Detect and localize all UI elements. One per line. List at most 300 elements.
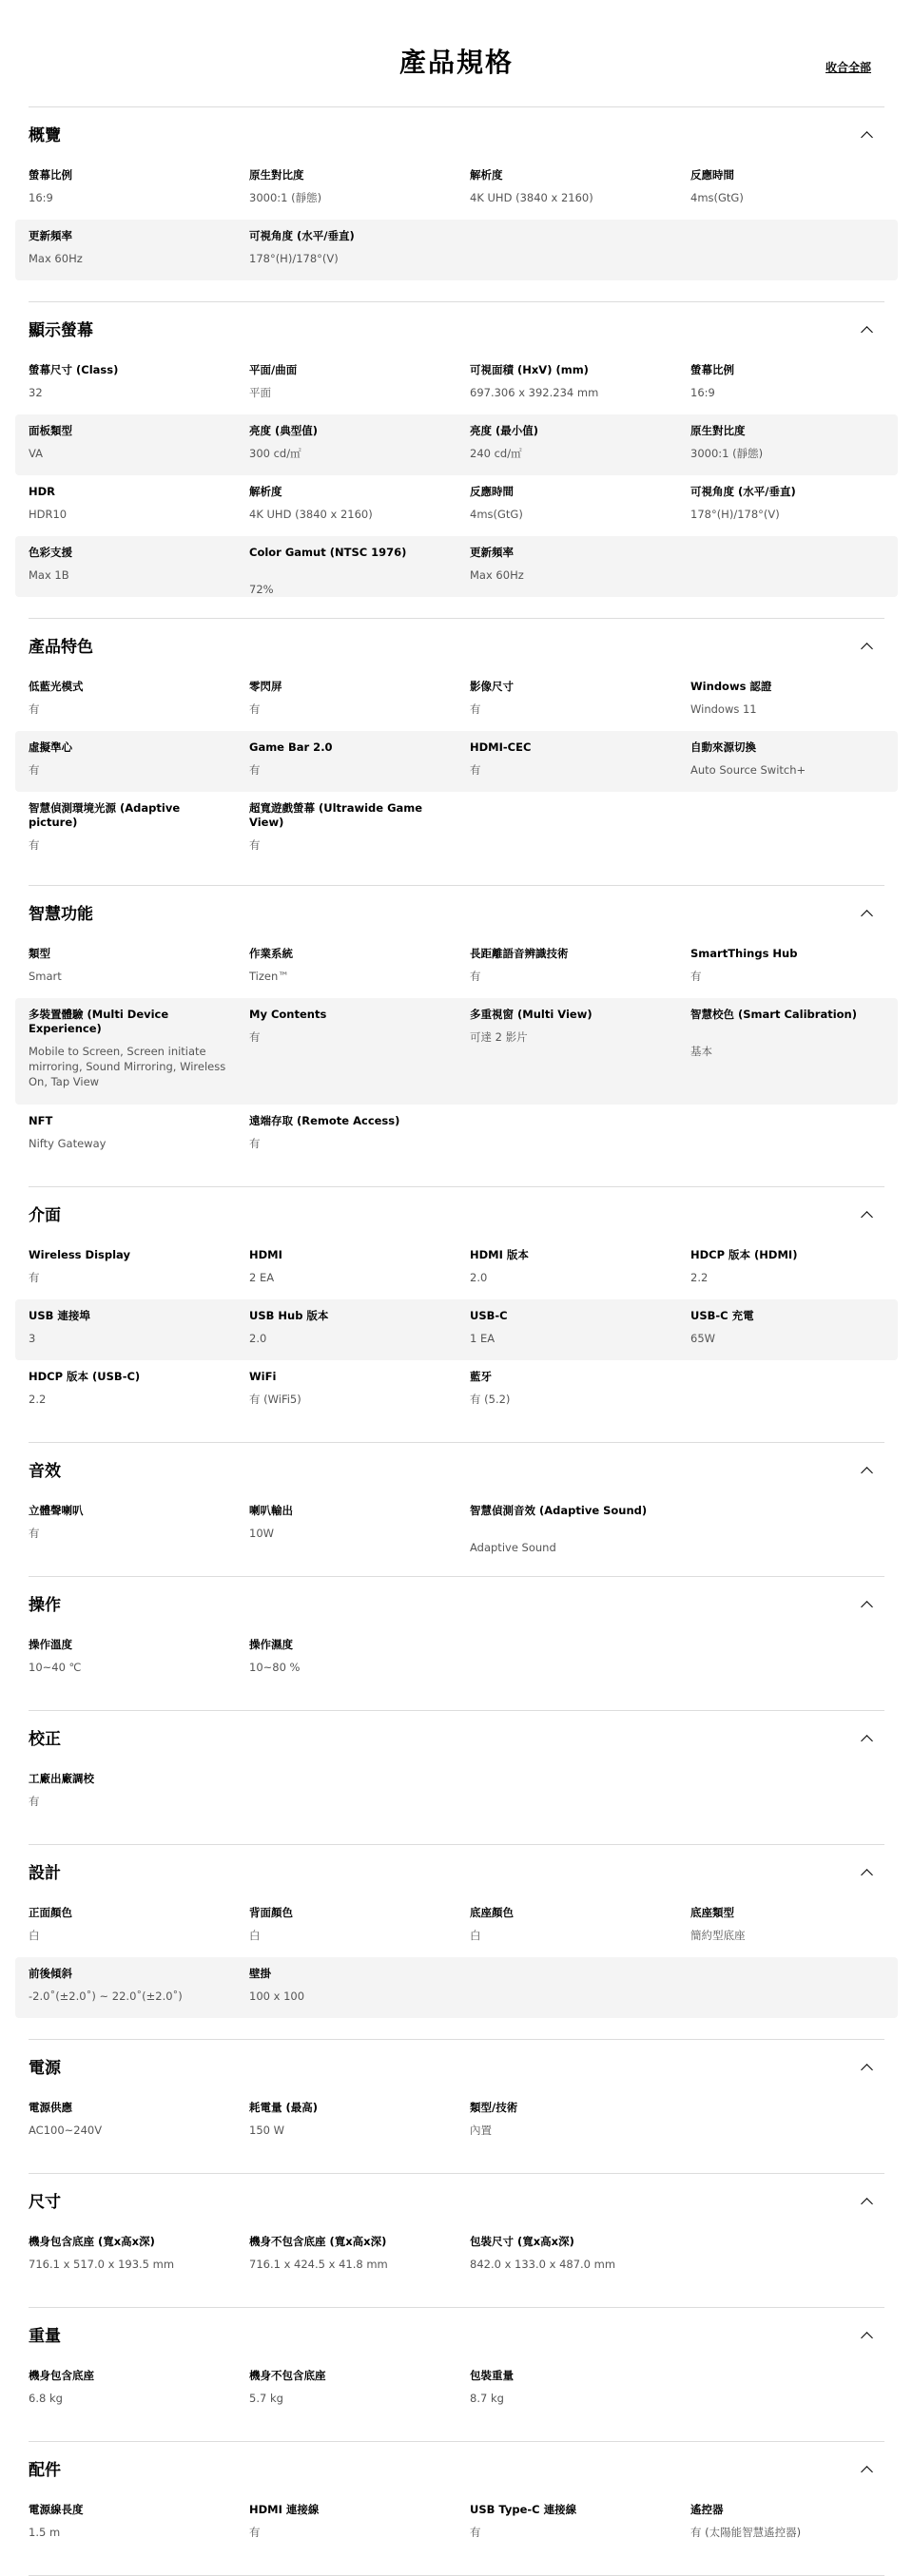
spec-item [29, 354, 233, 414]
spec-label: 機身不包含底座 [249, 2369, 326, 2382]
spec-row [15, 2225, 898, 2286]
spec-label: 面板類型 [29, 424, 72, 437]
spec-row [15, 731, 898, 792]
spec-value: 10~80 % [249, 1661, 301, 1674]
spec-label: 亮度 (最小值) [470, 424, 539, 437]
spec-label: Game Bar 2.0 [249, 740, 333, 754]
spec-label: 可視角度 (水平/垂直) [690, 485, 796, 498]
spec-item [29, 731, 233, 792]
spec-item [690, 414, 895, 475]
spec-label: 螢幕尺寸 (Class) [29, 363, 119, 376]
spec-label: 亮度 (典型值) [249, 424, 319, 437]
spec-item [470, 2493, 674, 2554]
spec-item [29, 1105, 233, 1165]
section-title: 配件 [29, 2461, 61, 2480]
spec-value: 716.1 x 424.5 x 41.8 mm [249, 2258, 388, 2271]
spec-item [29, 1628, 233, 1689]
spec-item [249, 937, 454, 998]
section-title: 設計 [29, 1864, 61, 1883]
spec-label: HDMI [249, 1248, 282, 1261]
spec-section [29, 126, 884, 302]
spec-item [249, 1299, 454, 1360]
spec-label: HDMI 連接線 [249, 2503, 320, 2516]
spec-label: 螢幕比例 [690, 363, 734, 376]
spec-value: 100 x 100 [249, 1990, 305, 2003]
spec-label: 零閃屏 [249, 680, 282, 693]
spec-label: 螢幕比例 [29, 168, 72, 182]
spec-item [470, 159, 674, 220]
spec-row [15, 1360, 898, 1421]
chevron-up-icon[interactable] [862, 1600, 871, 1609]
spec-section [29, 321, 884, 619]
spec-label: 原生對比度 [249, 168, 304, 182]
spec-item [249, 414, 454, 475]
spec-row [15, 475, 898, 536]
section-title: 智慧功能 [29, 905, 93, 924]
spec-label: 多裝置體驗 (Multi Device Experience) [29, 1008, 169, 1035]
spec-item [29, 2359, 233, 2420]
spec-label: 機身包含底座 [29, 2369, 94, 2382]
section-header[interactable] [29, 126, 884, 159]
spec-item [249, 475, 454, 536]
spec-value: 1.5 m [29, 2526, 61, 2539]
spec-item [470, 536, 674, 597]
spec-value: 4ms(GtG) [690, 191, 744, 204]
spec-value: 有 [249, 1137, 261, 1150]
spec-label: USB Type-C 連接線 [470, 2503, 577, 2516]
chevron-up-icon[interactable] [862, 2063, 871, 2072]
spec-section [29, 905, 884, 1187]
spec-label: 電源線長度 [29, 2503, 84, 2516]
spec-value: 150 W [249, 2124, 284, 2137]
spec-value: 178°(H)/178°(V) [690, 508, 780, 521]
spec-label: 包裝尺寸 (寬x高x深) [470, 2235, 574, 2248]
spec-row [15, 2091, 898, 2152]
spec-row [15, 1105, 898, 1165]
spec-item [470, 354, 674, 414]
spec-label: 底座顏色 [470, 1906, 514, 1919]
spec-item [29, 1762, 233, 1823]
spec-item [249, 792, 454, 864]
spec-label: 更新頻率 [470, 546, 514, 559]
spec-label: 工廠出廠調校 [29, 1772, 94, 1785]
spec-item [470, 937, 674, 998]
spec-value: 32 [29, 386, 43, 399]
spec-item [29, 1360, 233, 1421]
spec-row [15, 670, 898, 731]
spec-value: 白 [249, 1929, 261, 1942]
chevron-up-icon[interactable] [862, 1466, 871, 1475]
page-header [29, 0, 884, 107]
chevron-up-icon[interactable] [862, 2331, 871, 2340]
spec-row [15, 998, 898, 1105]
spec-label: 智慧校色 (Smart Calibration) [690, 1008, 857, 1021]
spec-item [249, 2359, 454, 2420]
spec-item [249, 1360, 454, 1421]
spec-row [15, 937, 898, 998]
spec-item [690, 354, 895, 414]
spec-item [249, 731, 454, 792]
spec-value: 有 [249, 838, 261, 852]
spec-label: 耗電量 (最高) [249, 2101, 319, 2114]
spec-label: 解析度 [470, 168, 503, 182]
spec-item [470, 670, 674, 731]
spec-value: 有 (5.2) [470, 1393, 511, 1406]
spec-sections [0, 126, 913, 2576]
spec-section [29, 1864, 884, 2040]
spec-item [29, 1299, 233, 1360]
spec-value: 2.2 [690, 1271, 709, 1284]
spec-label: 壁掛 [249, 1967, 271, 1980]
spec-section [29, 1462, 884, 1577]
spec-value: 716.1 x 517.0 x 193.5 mm [29, 2258, 175, 2271]
section-header[interactable] [29, 638, 884, 670]
spec-item [249, 1105, 454, 1165]
chevron-up-icon[interactable] [862, 1868, 871, 1877]
section-title: 重量 [29, 2327, 61, 2346]
section-header[interactable] [29, 2327, 884, 2359]
spec-row [15, 1957, 898, 2018]
spec-value: 可達 2 影片 [470, 1030, 528, 1044]
spec-item [690, 731, 895, 792]
spec-item [690, 1239, 895, 1299]
spec-label: Windows 認證 [690, 680, 772, 693]
spec-label: 平面/曲面 [249, 363, 298, 376]
spec-row [15, 1494, 898, 1555]
spec-value: 2 EA [249, 1271, 275, 1284]
spec-item [470, 1239, 674, 1299]
spec-label: 可視角度 (水平/垂直) [249, 229, 355, 242]
spec-value: 1 EA [470, 1332, 495, 1345]
spec-row [15, 220, 898, 280]
spec-label: 色彩支援 [29, 546, 72, 559]
spec-value: 有 [29, 763, 40, 777]
spec-value: 有 [249, 1030, 261, 1044]
spec-value: Nifty Gateway [29, 1137, 107, 1150]
spec-item [470, 2225, 674, 2286]
spec-label: 原生對比度 [690, 424, 746, 437]
spec-label: 更新頻率 [29, 229, 72, 242]
spec-value: 有 [249, 2526, 261, 2539]
spec-section [29, 2193, 884, 2308]
spec-label: HDMI 版本 [470, 1248, 529, 1261]
section-header[interactable] [29, 2193, 884, 2225]
spec-row [15, 1628, 898, 1689]
spec-value: 有 (太陽能智慧遙控器) [690, 2526, 802, 2539]
spec-item [249, 1957, 454, 2018]
spec-row [15, 792, 898, 864]
spec-label: NFT [29, 1114, 53, 1127]
spec-label: HDR [29, 485, 56, 498]
spec-item [249, 536, 454, 597]
spec-label: USB-C [470, 1309, 508, 1322]
spec-value: 16:9 [29, 191, 53, 204]
spec-item [29, 159, 233, 220]
spec-value: 有 [29, 1795, 40, 1808]
spec-label: 解析度 [249, 485, 282, 498]
chevron-up-icon[interactable] [862, 130, 871, 140]
spec-item [249, 159, 454, 220]
spec-value: 有 [249, 702, 261, 716]
spec-item [690, 1896, 895, 1957]
spec-value: 178°(H)/178°(V) [249, 252, 339, 265]
spec-label: 可視面積 (HxV) (mm) [470, 363, 589, 376]
spec-value: Windows 11 [690, 702, 757, 716]
spec-item [249, 354, 454, 414]
spec-label: 藍牙 [470, 1370, 492, 1383]
spec-value: 697.306 x 392.234 mm [470, 386, 599, 399]
spec-item [29, 998, 233, 1105]
spec-value: 有 [29, 838, 40, 852]
spec-item [470, 998, 674, 1105]
spec-value: 有 [690, 970, 702, 983]
spec-item [29, 2493, 233, 2554]
chevron-up-icon[interactable] [862, 1210, 871, 1220]
spec-label: HDCP 版本 (USB-C) [29, 1370, 141, 1383]
spec-value: 2.2 [29, 1393, 47, 1406]
spec-value: 有 [470, 702, 481, 716]
spec-item [249, 670, 454, 731]
spec-item [249, 2091, 454, 2152]
spec-item [690, 159, 895, 220]
spec-item [470, 1896, 674, 1957]
section-header[interactable] [29, 1596, 884, 1628]
spec-section [29, 1206, 884, 1443]
spec-label: 多重視窗 (Multi View) [470, 1008, 592, 1021]
section-title: 產品特色 [29, 638, 93, 657]
spec-value: 6.8 kg [29, 2392, 63, 2405]
spec-item [29, 670, 233, 731]
spec-value: 有 [29, 1527, 40, 1540]
spec-section [29, 1730, 884, 1845]
spec-item [29, 1896, 233, 1957]
spec-value: 65W [690, 1332, 716, 1345]
spec-item [470, 2091, 674, 2152]
spec-label: WiFi [249, 1370, 277, 1383]
spec-value: 10W [249, 1527, 275, 1540]
spec-item [29, 792, 233, 864]
spec-item [470, 731, 674, 792]
spec-row [15, 414, 898, 475]
section-title: 音效 [29, 1462, 61, 1481]
spec-row [15, 536, 898, 597]
spec-label: Wireless Display [29, 1248, 130, 1261]
spec-label: 操作濕度 [249, 1638, 293, 1651]
spec-row [15, 1762, 898, 1823]
spec-value: 240 cd/㎡ [470, 447, 522, 460]
spec-label: 立體聲喇叭 [29, 1504, 84, 1517]
spec-value: 8.7 kg [470, 2392, 504, 2405]
spec-value: Smart [29, 970, 62, 983]
spec-item [29, 1957, 233, 2018]
spec-label: 影像尺寸 [470, 680, 514, 693]
spec-value: 72% [249, 583, 274, 596]
spec-label: 智慧偵測環境光源 (Adaptive picture) [29, 801, 181, 829]
spec-value: 有 [470, 2526, 481, 2539]
section-header[interactable] [29, 1462, 884, 1494]
spec-item [470, 414, 674, 475]
section-header[interactable] [29, 905, 884, 937]
spec-item [29, 937, 233, 998]
spec-section [29, 1596, 884, 1711]
spec-item [690, 998, 895, 1105]
spec-value: Max 60Hz [470, 568, 524, 582]
section-title: 顯示螢幕 [29, 321, 93, 340]
spec-label: 電源供應 [29, 2101, 72, 2114]
spec-label: 類型/技術 [470, 2101, 518, 2114]
spec-label: 包裝重量 [470, 2369, 514, 2382]
spec-value: Max 1B [29, 568, 69, 582]
section-title: 概覽 [29, 126, 61, 145]
spec-item [249, 1239, 454, 1299]
chevron-up-icon[interactable] [862, 642, 871, 651]
spec-item [470, 475, 674, 536]
spec-label: 反應時間 [470, 485, 514, 498]
spec-section [29, 638, 884, 886]
spec-value: 842.0 x 133.0 x 487.0 mm [470, 2258, 616, 2271]
spec-value: 平面 [249, 386, 271, 399]
spec-value: 4K UHD (3840 x 2160) [249, 508, 373, 521]
spec-row [15, 354, 898, 414]
spec-label: 虛擬準心 [29, 740, 72, 754]
spec-row [15, 1239, 898, 1299]
spec-label: 正面顏色 [29, 1906, 72, 1919]
spec-item [249, 998, 454, 1105]
chevron-up-icon[interactable] [862, 2465, 871, 2474]
spec-label: USB-C 充電 [690, 1309, 754, 1322]
spec-value: 4K UHD (3840 x 2160) [470, 191, 593, 204]
section-title: 尺寸 [29, 2193, 61, 2212]
section-header[interactable] [29, 2461, 884, 2493]
spec-item [29, 220, 233, 280]
section-header[interactable] [29, 1864, 884, 1896]
spec-value: 內置 [470, 2124, 492, 2137]
spec-label: 遙控器 [690, 2503, 724, 2516]
spec-label: USB Hub 版本 [249, 1309, 329, 1322]
spec-value: -2.0˚(±2.0˚) ~ 22.0˚(±2.0˚) [29, 1990, 183, 2003]
spec-item [29, 414, 233, 475]
spec-value: Tizen™ [249, 970, 289, 983]
spec-value: 2.0 [249, 1332, 267, 1345]
spec-label: 智慧偵測音效 (Adaptive Sound) [470, 1504, 648, 1517]
spec-row [15, 1896, 898, 1957]
spec-row [15, 2493, 898, 2554]
spec-value: 白 [470, 1929, 481, 1942]
spec-label: 底座類型 [690, 1906, 734, 1919]
spec-item [690, 670, 895, 731]
spec-value: Adaptive Sound [470, 1541, 556, 1554]
spec-item [249, 1494, 454, 1555]
chevron-up-icon[interactable] [862, 2197, 871, 2206]
spec-value: 有 [29, 702, 40, 716]
spec-label: 長距離語音辨識技術 [470, 947, 569, 960]
spec-value: Mobile to Screen, Screen initiate mirroring, Sound Mirroring, Wireless On, Tap View [29, 1045, 226, 1088]
spec-label: 作業系統 [249, 947, 293, 960]
spec-value: 5.7 kg [249, 2392, 283, 2405]
spec-label: HDMI-CEC [470, 740, 532, 754]
spec-label: 背面顏色 [249, 1906, 293, 1919]
spec-section [29, 2461, 884, 2576]
collapse-all-link[interactable]: 收合全部 [825, 61, 871, 74]
spec-item [249, 220, 454, 280]
chevron-up-icon[interactable] [862, 909, 871, 918]
spec-item [690, 1299, 895, 1360]
spec-item [690, 2493, 895, 2554]
spec-item [29, 475, 233, 536]
spec-label: 機身不包含底座 (寬x高x深) [249, 2235, 387, 2248]
spec-label: 類型 [29, 947, 50, 960]
spec-value: VA [29, 447, 43, 460]
spec-row [15, 2359, 898, 2420]
spec-value: 2.0 [470, 1271, 488, 1284]
spec-section [29, 2327, 884, 2442]
section-header[interactable] [29, 2059, 884, 2091]
spec-value: AC100~240V [29, 2124, 103, 2137]
section-header[interactable] [29, 1206, 884, 1239]
spec-label: 喇叭輸出 [249, 1504, 293, 1517]
spec-label: 前後傾斜 [29, 1967, 72, 1980]
spec-label: 低藍光模式 [29, 680, 84, 693]
spec-item [690, 475, 895, 536]
chevron-up-icon[interactable] [862, 1734, 871, 1743]
spec-value: 10~40 ℃ [29, 1661, 82, 1674]
spec-value: 有 [249, 763, 261, 777]
chevron-up-icon[interactable] [862, 325, 871, 335]
spec-value: 白 [29, 1929, 40, 1942]
spec-item [249, 1628, 454, 1689]
spec-item [29, 536, 233, 597]
section-title: 校正 [29, 1730, 61, 1749]
spec-item [690, 937, 895, 998]
spec-value: 有 (WiFi5) [249, 1393, 301, 1406]
spec-label: 操作溫度 [29, 1638, 72, 1651]
spec-value: 簡約型底座 [690, 1929, 746, 1942]
spec-label: 反應時間 [690, 168, 734, 182]
spec-value: 3000:1 (靜態) [249, 191, 322, 204]
spec-item [470, 1360, 674, 1421]
spec-item [470, 1494, 674, 1555]
section-header[interactable] [29, 1730, 884, 1762]
spec-item [29, 2091, 233, 2152]
spec-label: HDCP 版本 (HDMI) [690, 1248, 798, 1261]
spec-item [29, 2225, 233, 2286]
page-title: 產品規格 [398, 47, 514, 78]
spec-value: 3000:1 (靜態) [690, 447, 764, 460]
spec-item [249, 2225, 454, 2286]
spec-section [29, 2059, 884, 2174]
spec-row [15, 1299, 898, 1360]
spec-label: My Contents [249, 1008, 327, 1021]
spec-value: 4ms(GtG) [470, 508, 523, 521]
spec-value: 300 cd/㎡ [249, 447, 301, 460]
spec-value: Max 60Hz [29, 252, 83, 265]
spec-label: Color Gamut (NTSC 1976) [249, 546, 407, 559]
section-header[interactable] [29, 321, 884, 354]
spec-value: 基本 [690, 1045, 712, 1058]
spec-item [249, 2493, 454, 2554]
section-title: 電源 [29, 2059, 61, 2078]
spec-value: 3 [29, 1332, 36, 1345]
spec-label: SmartThings Hub [690, 947, 798, 960]
section-title: 操作 [29, 1596, 61, 1615]
spec-value: 有 [470, 763, 481, 777]
spec-item [29, 1494, 233, 1555]
spec-value: HDR10 [29, 508, 68, 521]
spec-item [29, 1239, 233, 1299]
spec-label: 遠端存取 (Remote Access) [249, 1114, 400, 1127]
spec-label: USB 連接埠 [29, 1309, 90, 1322]
spec-value: 有 [470, 970, 481, 983]
